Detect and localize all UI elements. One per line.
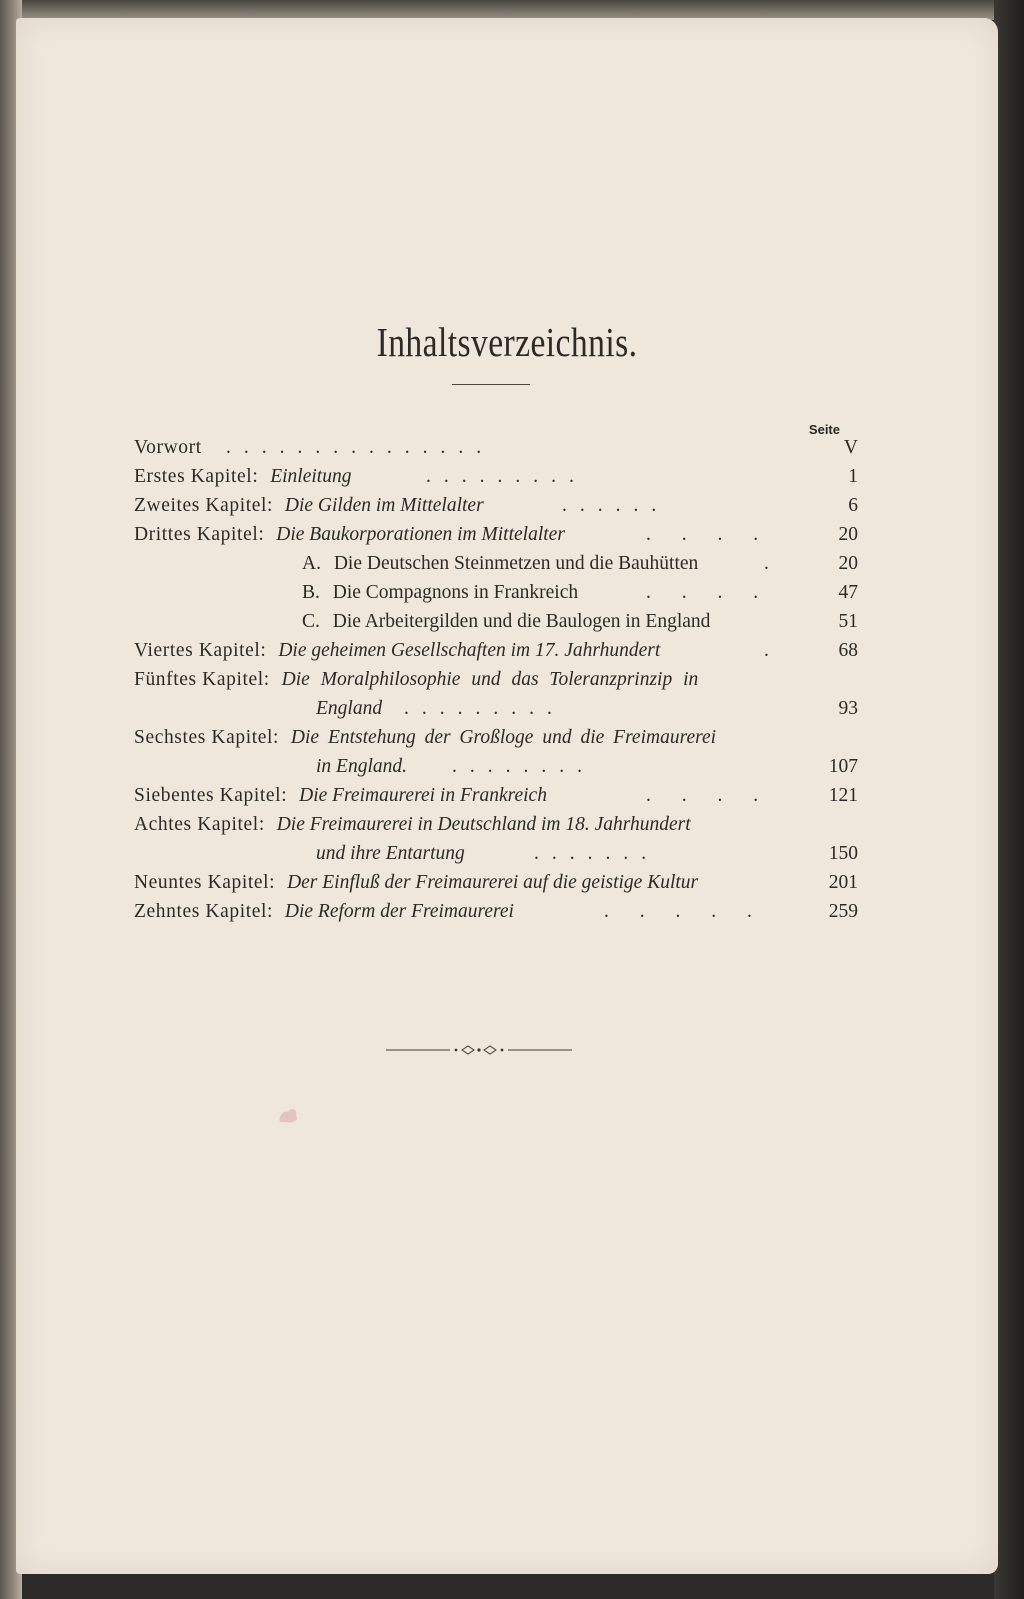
toc-entry xyxy=(134,869,858,897)
leader-dots: ...... xyxy=(562,495,670,516)
toc-entry-title: Der Einfluß der Freimaurerei auf die geistige Kultur xyxy=(287,872,699,893)
toc-entry xyxy=(134,521,858,549)
toc-entry-page: 259 xyxy=(828,901,858,922)
toc-entry-continuation xyxy=(134,753,858,781)
toc-entry xyxy=(134,463,858,491)
toc-entry-page: 51 xyxy=(838,611,858,632)
toc-subentry xyxy=(134,550,858,578)
toc-entry-title-continuation: in England. xyxy=(316,756,407,777)
page-title: Inhaltsverzeichnis. xyxy=(376,319,638,365)
book-page xyxy=(16,18,998,1574)
toc-entry-label: C. xyxy=(302,611,320,632)
toc-entry xyxy=(134,637,858,665)
toc-entry-label: Siebentes Kapitel: xyxy=(134,785,288,806)
toc-entry-title: Die Entstehung der Großloge und die Freimaurerei xyxy=(290,727,717,748)
leader-dots: . . . . xyxy=(646,785,772,806)
leader-dots: ....... xyxy=(534,843,660,864)
toc-entry-page: V xyxy=(843,437,858,458)
book-right-edge xyxy=(994,0,1024,1599)
toc-entry-label: Achtes Kapitel: xyxy=(134,814,265,835)
toc-entry xyxy=(134,898,858,926)
toc-entry-title-continuation: und ihre Entartung xyxy=(316,843,465,864)
toc-entry-title: Die Freimaurerei in Frankreich xyxy=(299,785,547,806)
toc-entry-label: A. xyxy=(302,553,321,574)
toc-entry-continuation xyxy=(134,695,858,723)
toc-entry-label: Fünftes Kapitel: xyxy=(134,669,270,690)
toc-entry-label: Erstes Kapitel: xyxy=(134,466,259,487)
paper-stain xyxy=(274,1100,304,1126)
toc-entry-continuation xyxy=(134,840,858,868)
leader-dots: . xyxy=(764,553,782,574)
toc-entry-page: 107 xyxy=(828,756,858,777)
toc-entry xyxy=(134,724,858,752)
table-of-contents xyxy=(16,18,998,1018)
toc-entry-page: 6 xyxy=(848,495,858,516)
toc-entry xyxy=(134,811,858,839)
toc-entry-page: 20 xyxy=(838,524,858,545)
toc-entry-label: B. xyxy=(302,582,320,603)
toc-entry-label: Sechstes Kapitel: xyxy=(134,727,280,748)
leader-dots: ........ xyxy=(452,756,595,777)
leader-dots: . . . . xyxy=(646,524,772,545)
toc-entry-title: Die Baukorporationen im Mittelalter xyxy=(276,524,565,545)
toc-entry xyxy=(134,434,858,462)
toc-entry-title: Die Freimaurerei in Deutschland im 18. Jahrhundert xyxy=(276,814,691,835)
toc-entry-label: Zweites Kapitel: xyxy=(134,495,274,516)
toc-entry-label: Drittes Kapitel: xyxy=(134,524,265,545)
toc-entry-page: 93 xyxy=(838,698,858,719)
toc-entry-page: 47 xyxy=(838,582,858,603)
toc-entry xyxy=(134,666,858,694)
toc-entry-title: Die Gilden im Mittelalter xyxy=(284,495,484,516)
book-top-edge xyxy=(0,0,1024,20)
toc-entry-label: Zehntes Kapitel: xyxy=(134,901,274,922)
toc-entry-page: 20 xyxy=(838,553,858,574)
toc-entry xyxy=(134,782,858,810)
toc-entry xyxy=(134,492,858,520)
toc-entry-title: Die geheimen Gesellschaften im 17. Jahrhundert xyxy=(278,640,661,661)
leader-dots: . xyxy=(764,640,782,661)
leader-dots: ......... xyxy=(404,698,565,719)
toc-entry-title: Die Reform der Freimaurerei xyxy=(284,901,514,922)
toc-entry-title: Die Moralphilosophie und das Toleranzprinzip in xyxy=(281,669,699,690)
leader-dots: ......... xyxy=(426,466,587,487)
ornament-divider xyxy=(386,1042,572,1058)
toc-entry-label: Viertes Kapitel: xyxy=(134,640,267,661)
leader-dots: ............... xyxy=(226,437,495,458)
toc-entry-title: Die Compagnons in Frankreich xyxy=(332,582,579,603)
leader-dots: . . . . xyxy=(646,582,772,603)
toc-entry-label: Vorwort xyxy=(134,437,202,458)
toc-subentry xyxy=(134,579,858,607)
toc-entry-title: Die Deutschen Steinmetzen und die Bauhütten xyxy=(333,553,699,574)
toc-entry-title-continuation: England xyxy=(316,698,383,719)
toc-subentry xyxy=(134,608,858,636)
toc-entry-page: 68 xyxy=(838,640,858,661)
toc-entry-title: Die Arbeitergilden und die Baulogen in England xyxy=(332,611,711,632)
toc-entry-page: 150 xyxy=(828,843,858,864)
page-column-header: Seite xyxy=(808,422,840,437)
toc-entry-page: 201 xyxy=(828,872,858,893)
toc-entry-title: Einleitung xyxy=(270,466,352,487)
toc-entry-page: 121 xyxy=(828,785,858,806)
toc-entry-page: 1 xyxy=(848,466,858,487)
toc-entry-label: Neuntes Kapitel: xyxy=(134,872,276,893)
leader-dots: . . . . . xyxy=(604,901,765,922)
